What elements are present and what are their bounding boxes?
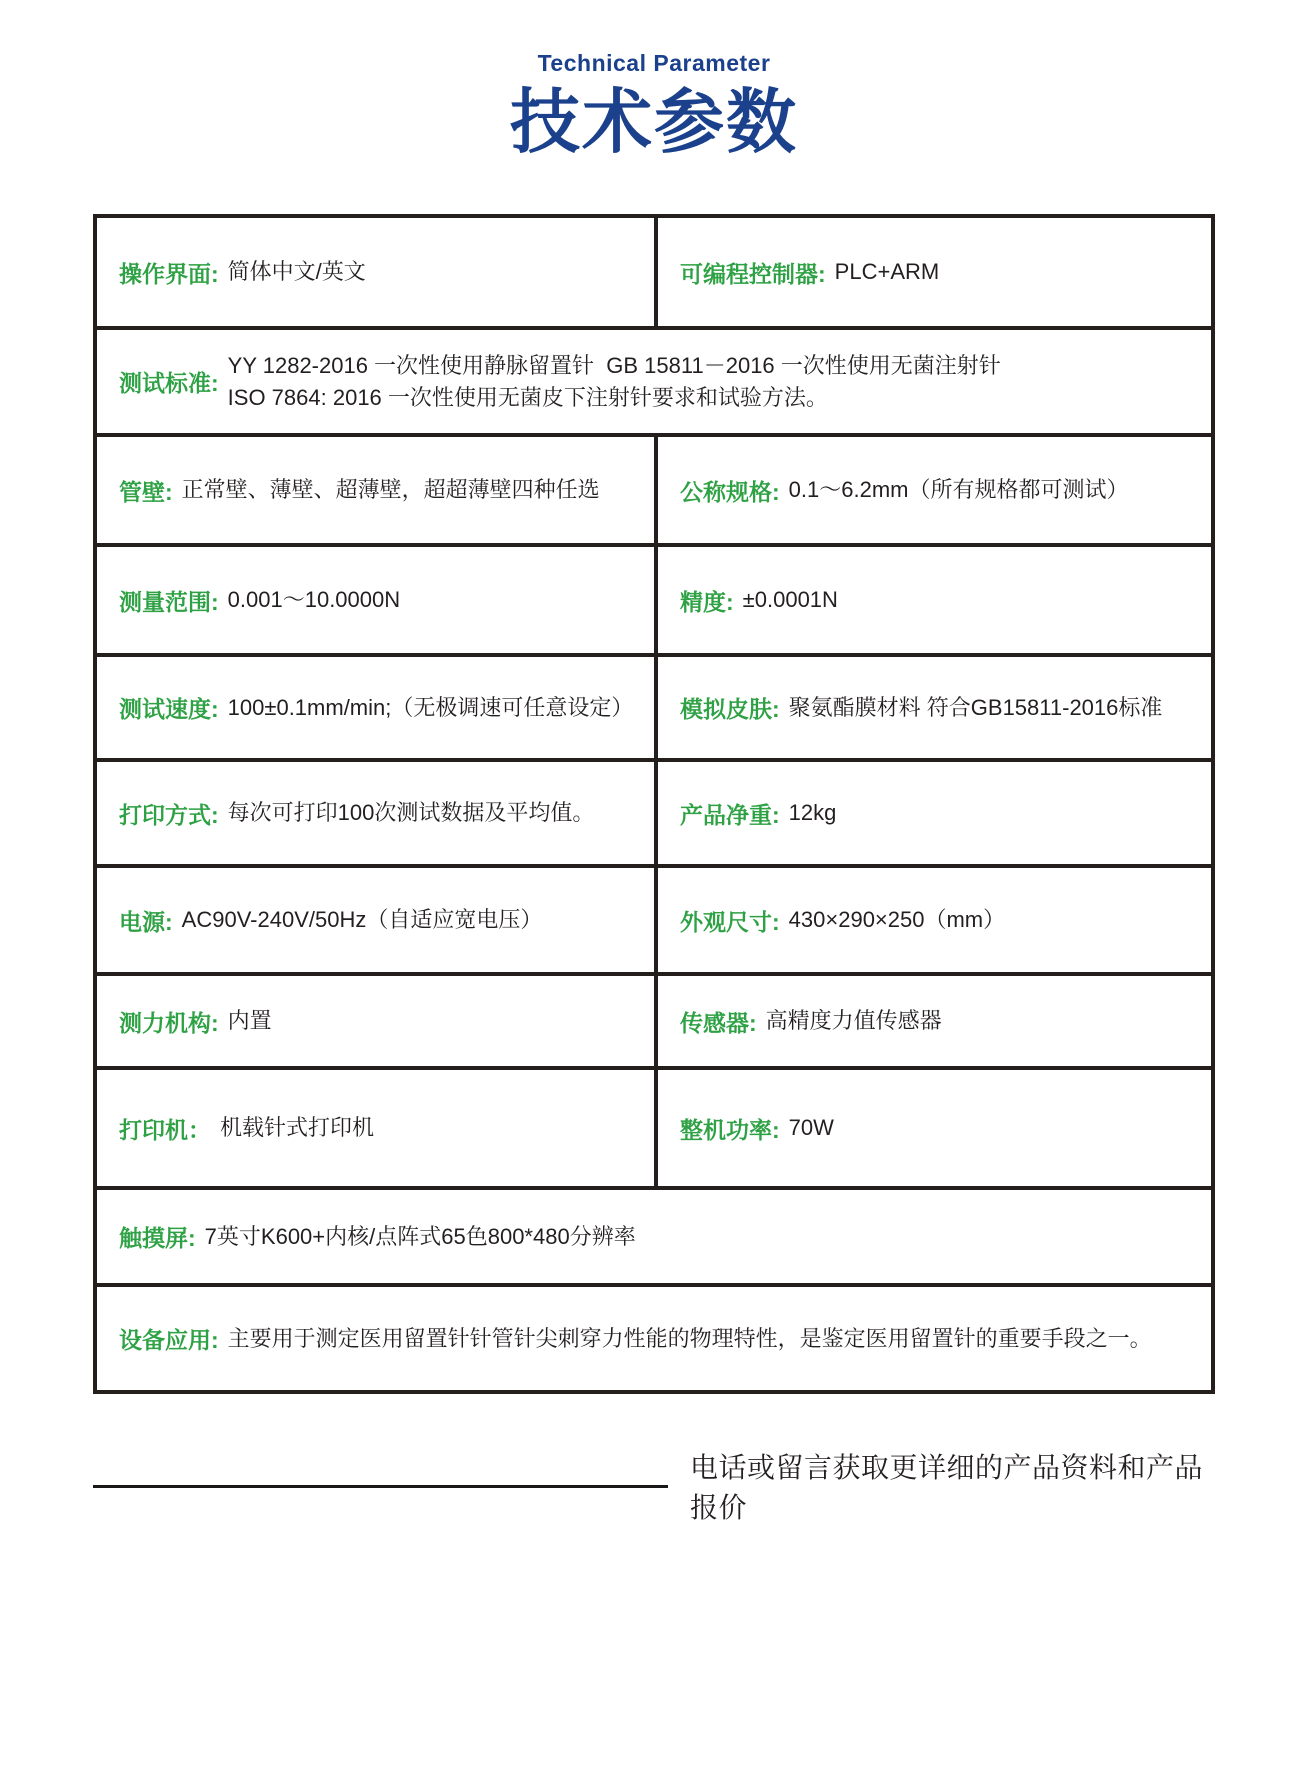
spec-value-line: 主要用于测定医用留置针针管针尖刺穿力性能的物理特性，是鉴定医用留置针的重要手段之一。 — [227, 1325, 1152, 1351]
spec-row — [97, 972, 1211, 1066]
spec-cell — [97, 1287, 1211, 1390]
spec-label: 测量范围: — [119, 588, 219, 615]
spec-table — [93, 214, 1215, 1394]
page-subtitle-en: Technical Parameter — [537, 50, 771, 76]
spec-cell — [97, 868, 654, 972]
spec-value-line: 12kg — [788, 800, 837, 826]
spec-value-line: 简体中文/英文 — [227, 259, 366, 285]
spec-label: 管壁: — [119, 478, 173, 505]
spec-cell — [654, 218, 1211, 326]
spec-row — [97, 218, 1211, 326]
spec-value-line: 聚氨酯膜材料 符合GB15811-2016标准 — [788, 694, 1163, 720]
spec-cell — [97, 976, 654, 1066]
spec-value — [228, 350, 1001, 414]
spec-value-line: 正常壁、薄壁、超薄壁，超超薄壁四种任选 — [181, 477, 600, 503]
spec-cell — [654, 868, 1211, 972]
spec-value — [789, 692, 1163, 724]
spec-label: 测试标准: — [119, 370, 219, 397]
spec-value — [228, 256, 366, 288]
spec-cell — [654, 762, 1211, 864]
spec-label: 设备应用: — [119, 1327, 219, 1354]
spec-label: 触摸屏: — [119, 1225, 196, 1252]
footer-rule — [93, 1485, 668, 1488]
spec-label: 产品净重: — [680, 801, 780, 828]
spec-label: 打印方式: — [119, 801, 219, 828]
spec-value-line: AC90V-240V/50Hz（自适应宽电压） — [181, 907, 543, 933]
spec-value — [835, 256, 940, 288]
spec-label: 整机功率: — [680, 1116, 780, 1143]
spec-value-line: ISO 7864: 2016 一次性使用无菌皮下注射针要求和试验方法。 — [227, 384, 828, 410]
spec-value-line: 100±0.1mm/min;（无极调速可任意设定） — [227, 694, 634, 720]
spec-cell — [97, 437, 654, 543]
spec-row — [97, 326, 1211, 433]
spec-value — [789, 904, 1005, 936]
spec-cell — [97, 330, 1211, 433]
spec-row — [97, 1283, 1211, 1390]
spec-value-line: 7英寸K600+内核/点阵式65色800*480分辨率 — [204, 1223, 636, 1249]
spec-row — [97, 543, 1211, 653]
spec-value — [182, 904, 543, 936]
spec-label: 模拟皮肤: — [680, 696, 780, 723]
footer-note: 电话或留言获取更详细的产品资料和产品报价 — [690, 1452, 1204, 1524]
spec-cell — [654, 976, 1211, 1066]
spec-cell — [654, 547, 1211, 653]
spec-row — [97, 653, 1211, 758]
spec-value-line: 高精度力值传感器 — [765, 1008, 942, 1034]
spec-cell — [654, 657, 1211, 758]
spec-value — [789, 797, 837, 829]
spec-cell — [97, 1190, 1211, 1283]
spec-label: 测试速度: — [119, 696, 219, 723]
spec-row — [97, 1066, 1211, 1186]
spec-cell — [654, 437, 1211, 543]
spec-cell — [654, 1070, 1211, 1186]
spec-value-line: 机载针式打印机 — [220, 1115, 375, 1141]
spec-value — [205, 1221, 636, 1253]
spec-row — [97, 433, 1211, 543]
spec-cell — [97, 547, 654, 653]
page-footer — [93, 1446, 1215, 1526]
spec-sheet — [93, 0, 1215, 1526]
spec-label: 测力机构: — [119, 1009, 219, 1036]
spec-value — [182, 474, 600, 506]
spec-value — [228, 584, 400, 616]
page-header — [93, 0, 1215, 159]
spec-value-line: 70W — [788, 1115, 834, 1141]
spec-value-line: 0.001～10.0000N — [227, 587, 401, 613]
spec-cell — [97, 1070, 654, 1186]
spec-cell — [97, 657, 654, 758]
spec-row — [97, 864, 1211, 972]
spec-row — [97, 758, 1211, 864]
spec-value — [220, 1112, 374, 1144]
spec-cell — [97, 218, 654, 326]
page-title-cn: 技术参数 — [510, 82, 798, 161]
spec-value — [228, 797, 595, 829]
spec-label: 传感器: — [680, 1009, 757, 1036]
spec-value-line: 430×290×250（mm） — [788, 907, 1006, 933]
spec-label: 操作界面: — [119, 260, 219, 287]
spec-value — [743, 584, 838, 616]
spec-label: 打印机： — [119, 1116, 211, 1143]
spec-label: 精度: — [680, 588, 734, 615]
spec-value — [228, 1323, 1152, 1355]
spec-value-line: 0.1～6.2mm（所有规格都可测试） — [788, 477, 1129, 503]
spec-label: 外观尺寸: — [680, 908, 780, 935]
spec-label: 可编程控制器: — [680, 260, 826, 287]
spec-value-line: 内置 — [227, 1008, 272, 1034]
spec-value-line: YY 1282-2016 一次性使用静脉留置针 GB 15811－2016 一次性使用无菌注射针 — [227, 352, 1001, 378]
spec-cell — [97, 762, 654, 864]
spec-value — [228, 692, 634, 724]
spec-value — [228, 1005, 272, 1037]
spec-label: 公称规格: — [680, 478, 780, 505]
spec-value-line: 每次可打印100次测试数据及平均值。 — [227, 800, 595, 826]
spec-value — [789, 1112, 834, 1144]
spec-label: 电源: — [119, 908, 173, 935]
spec-row — [97, 1186, 1211, 1283]
spec-value — [789, 474, 1129, 506]
spec-value-line: PLC+ARM — [834, 259, 940, 285]
spec-value-line: ±0.0001N — [742, 587, 838, 613]
spec-value — [766, 1005, 942, 1037]
